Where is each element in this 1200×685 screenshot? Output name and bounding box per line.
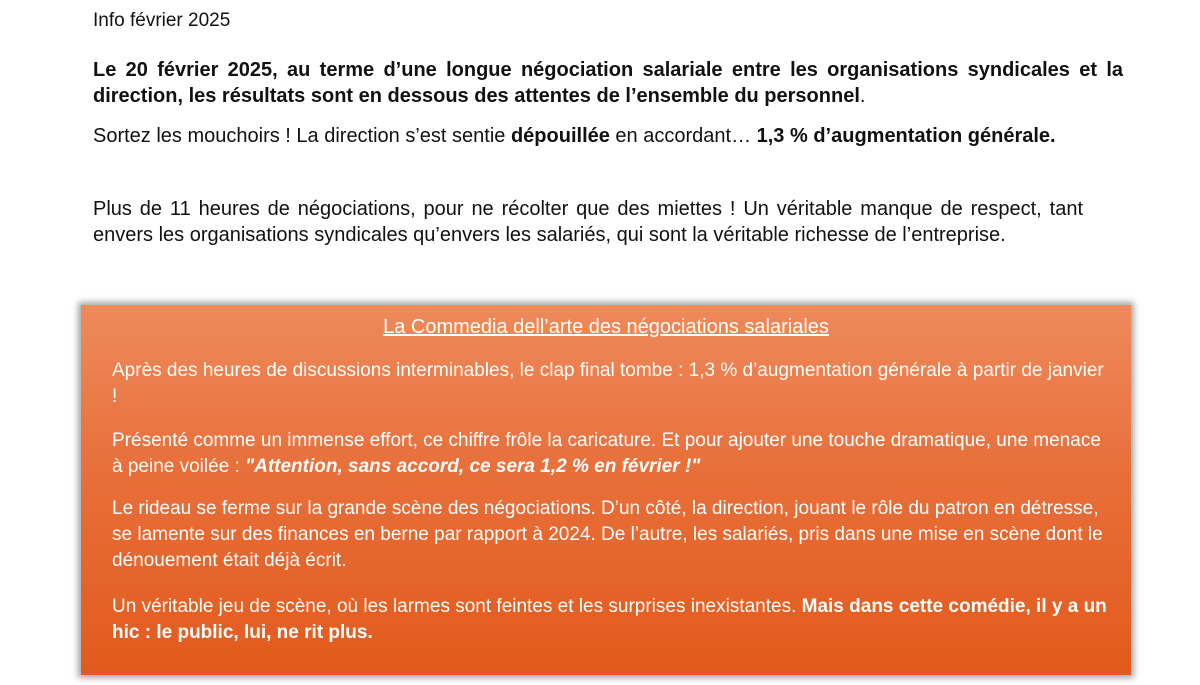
box-p4-bold: Mais dans cette comédie, il y a un hic : le public, lui, ne rit plus. [112,596,1107,643]
commedia-box [81,305,1131,675]
intro-paragraph [93,57,1123,109]
intro-period: . [859,85,866,107]
box-p4-text: Un véritable jeu de scène, où les larmes sont feintes et les surprises inexistantes. [112,596,802,617]
paragraph-mouchoirs [93,123,1123,149]
p2-bold-augmentation: 1,3 % d’augmentation générale. [756,125,1056,147]
p2-bold-depouillee: dépouillée [510,125,610,147]
box-title: La Commedia dell’arte des négociations salariales [383,316,829,338]
box-p2-text: Présenté comme un immense effort, ce chiffre frôle la caricature. Et pour ajouter une touche dramatique, une menace à peine voilée : [112,430,1101,477]
p2-text-c: en accordant… [609,125,757,147]
p2-text-a: Sortez les mouchoirs ! La direction s’est sentie [93,125,511,147]
box-p2-quote: "Attention, sans accord, ce sera 1,2 % en février !" [245,456,701,477]
intro-text: Le 20 février 2025, au terme d’une longue négociation salariale entre les organisations syndicales et la direction, les résultats sont en dessous des attentes de l’ensemble du personnel [93,59,1123,107]
paragraph-negociations: Plus de 11 heures de négociations, pour ne récolter que des miettes ! Un véritable manque de respect, tant envers les organisations syndicales qu’envers les salariés, qui sont la véritable richesse de l’entreprise. [93,198,1083,246]
box-paragraph-1: Après des heures de discussions interminables, le clap final tombe : 1,3 % d’augmentation générale à partir de janvier ! [112,360,1104,407]
box-paragraph-3: Le rideau se ferme sur la grande scène des négociations. D’un côté, la direction, jouant le rôle du patron en détresse, se lamente sur des finances en berne par rapport à 2024. De l’autre, les salariés, pris dans une mise en scène dont le dénouement était déjà écrit. [112,498,1103,571]
document-header: Info février 2025 [93,10,231,31]
box-paragraph-4 [112,594,1107,646]
box-paragraph-2 [112,428,1107,480]
